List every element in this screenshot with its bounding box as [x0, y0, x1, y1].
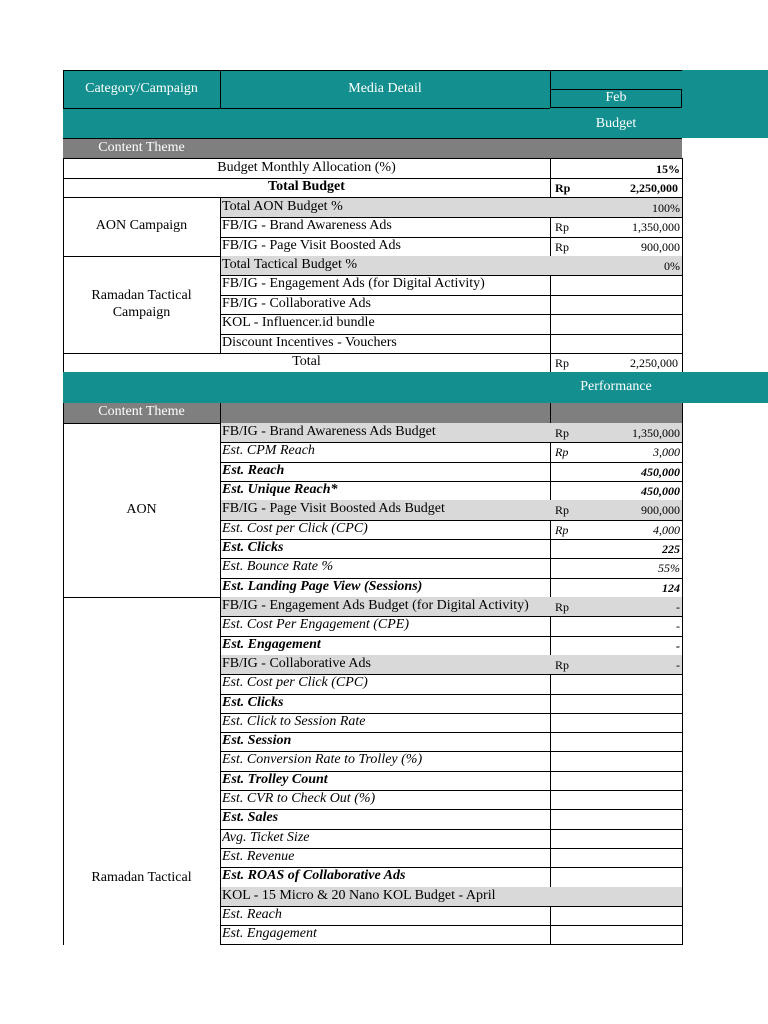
row-value: 900,000 — [641, 239, 680, 254]
row-currency: Rp — [555, 445, 569, 460]
row-label: KOL - Influencer.id bundle — [222, 315, 375, 331]
row-currency: Rp — [555, 657, 570, 672]
row-label: Est. Unique Reach* — [222, 482, 338, 498]
row-label: Total AON Budget % — [222, 199, 343, 214]
row-label: Est. Engagement — [222, 926, 317, 942]
header-category-label: Category/Campaign — [85, 81, 198, 96]
ramadan-campaign-label-line2: Campaign — [112, 305, 171, 320]
row-currency: Rp — [555, 220, 570, 235]
row-value: 1,350,000 — [632, 220, 680, 235]
row-label: Est. Conversion Rate to Trolley (%) — [222, 752, 423, 768]
row-currency: Rp — [555, 426, 570, 440]
row-label: Est. Click to Session Rate — [222, 713, 366, 729]
monthly-allocation-value: 15% — [656, 162, 680, 176]
header-month-label: Feb — [605, 90, 627, 105]
row-label: Est. Reach — [222, 462, 285, 478]
performance-ramadan-label: Ramadan Tactical — [91, 870, 192, 885]
row-label: Est. Trolley Count — [222, 771, 328, 787]
row-currency: Rp — [555, 600, 570, 614]
row-label: FB/IG - Page Visit Boosted Ads — [222, 237, 401, 253]
row-value: 900,000 — [641, 503, 680, 518]
row-label: FB/IG - Brand Awareness Ads — [222, 218, 392, 234]
row-label: FB/IG - Engagement Ads (for Digital Activity) — [222, 276, 485, 292]
row-label: Discount Incentives - Vouchers — [222, 334, 397, 350]
row-label: Est. Bounce Rate % — [222, 559, 334, 575]
row-currency: Rp — [555, 503, 570, 518]
row-label: FB/IG - Page Visit Boosted Ads Budget — [222, 501, 445, 517]
performance-content-theme-label: Content Theme — [98, 404, 185, 419]
row-label: Est. ROAS of Collaborative Ads — [222, 868, 406, 884]
row-label: FB/IG - Engagement Ads Budget (for Digital Activity) — [222, 598, 529, 613]
header-media-detail-label: Media Detail — [348, 81, 422, 96]
budget-total-value: 2,250,000 — [630, 356, 678, 370]
header-extension — [682, 70, 768, 138]
row-label: Est. Cost per Click (CPC) — [222, 520, 368, 536]
row-label: FB/IG - Collaborative Ads — [222, 655, 371, 671]
row-label: Est. Engagement — [222, 636, 321, 652]
total-budget-label: Total Budget — [268, 179, 345, 194]
row-label: Est. Sales — [222, 810, 279, 826]
row-label: FB/IG - Collaborative Ads — [222, 295, 371, 311]
total-budget-value: 2,250,000 — [630, 181, 678, 195]
total-budget-currency: Rp — [555, 181, 571, 195]
row-label: Est. Session — [222, 733, 292, 749]
row-label: Est. Cost Per Engagement (CPE) — [222, 617, 410, 633]
row-label: Total Tactical Budget % — [222, 257, 358, 272]
row-value: 4,000 — [653, 522, 680, 537]
row-value: 100% — [652, 201, 680, 215]
aon-campaign-label: AON Campaign — [95, 218, 188, 233]
row-value: 55% — [658, 561, 680, 576]
row-label: Est. Revenue — [222, 848, 295, 864]
budget-section-label: Budget — [595, 116, 637, 131]
row-label: Est. CPM Reach — [222, 443, 315, 459]
row-value: 450,000 — [641, 484, 680, 499]
row-value: 124 — [662, 580, 680, 595]
budget-content-theme-label: Content Theme — [98, 140, 185, 155]
row-value: 3,000 — [653, 445, 680, 460]
monthly-allocation-label: Budget Monthly Allocation (%) — [217, 160, 396, 175]
row-label: FB/IG - Brand Awareness Ads Budget — [222, 424, 436, 439]
ramadan-campaign-label-line1: Ramadan Tactical — [91, 288, 192, 303]
row-label: Est. Clicks — [222, 540, 284, 556]
row-label: Est. Reach — [222, 906, 282, 922]
row-currency: Rp — [555, 239, 570, 254]
row-value: - — [676, 600, 680, 614]
row-value: 450,000 — [641, 464, 680, 479]
budget-total-label: Total — [292, 354, 321, 369]
row-label: Avg. Ticket Size — [222, 829, 310, 845]
row-value: 1,350,000 — [632, 426, 680, 440]
row-label: KOL - 15 Micro & 20 Nano KOL Budget - April — [222, 887, 496, 903]
row-label: Est. Clicks — [222, 694, 284, 710]
row-value: - — [676, 657, 680, 672]
performance-aon-label: AON — [126, 502, 157, 517]
row-value: - — [676, 619, 680, 634]
row-value: - — [676, 638, 680, 653]
budget-total-currency: Rp — [555, 356, 570, 370]
row-value: 0% — [664, 259, 680, 273]
row-label: Est. CVR to Check Out (%) — [222, 791, 376, 806]
row-value: 225 — [662, 542, 680, 557]
row-currency: Rp — [555, 522, 569, 537]
performance-section-label: Performance — [580, 379, 652, 394]
row-label: Est. Cost per Click (CPC) — [222, 675, 368, 691]
row-label: Est. Landing Page View (Sessions) — [222, 578, 423, 594]
